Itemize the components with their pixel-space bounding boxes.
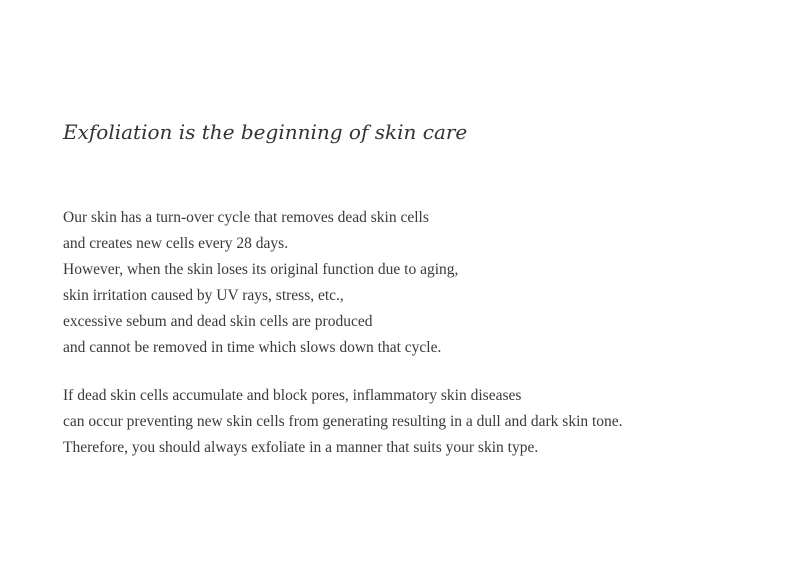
paragraph-line: Therefore, you should always exfoliate in a manner that suits your skin type. [63, 439, 539, 456]
paragraph-line: skin irritation caused by UV rays, stress, etc., [63, 287, 344, 304]
paragraph-line: and creates new cells every 28 days. [63, 235, 289, 252]
paragraph-turnover-cycle [63, 205, 458, 361]
paragraph-line: However, when the skin loses its original function due to aging, [63, 261, 459, 278]
paragraph-line: If dead skin cells accumulate and block pores, inflammatory skin diseases [63, 387, 522, 404]
paragraph-line: Our skin has a turn-over cycle that removes dead skin cells [63, 209, 429, 226]
paragraph-line: and cannot be removed in time which slows down that cycle. [63, 339, 442, 356]
paragraph-line: excessive sebum and dead skin cells are produced [63, 313, 373, 330]
page-title: Exfoliation is the beginning of skin care [63, 120, 468, 144]
paragraph-line: can occur preventing new skin cells from generating resulting in a dull and dark skin tone. [63, 413, 623, 430]
paragraph-dead-skin-cells [63, 383, 623, 461]
